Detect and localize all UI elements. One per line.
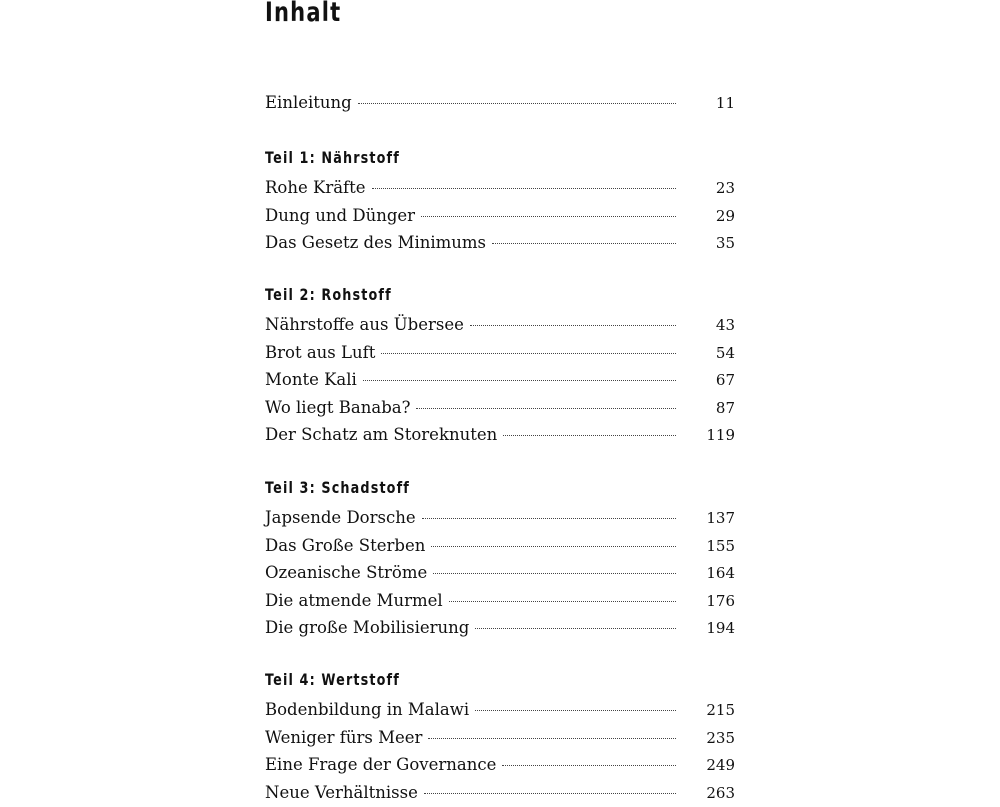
dot-leader [422, 517, 676, 519]
toc-entry-label: Dung und Dünger [265, 205, 416, 225]
dot-leader [428, 737, 676, 739]
dot-leader [421, 215, 676, 217]
toc-part-4 [265, 669, 735, 806]
page-title: Inhalt [265, 0, 342, 28]
toc-entry[interactable] [265, 339, 735, 367]
dot-leader [470, 324, 676, 326]
toc-entry[interactable] [265, 421, 735, 449]
toc-entry[interactable] [265, 89, 735, 117]
dot-leader [372, 187, 676, 189]
dot-leader [433, 572, 676, 574]
toc-entry-label: Der Schatz am Storeknuten [265, 425, 498, 445]
toc-entry[interactable] [265, 559, 735, 587]
toc-part-1 [265, 147, 735, 257]
dot-leader [475, 709, 676, 711]
toc-entry-page: 263 [706, 783, 735, 802]
dot-leader [358, 102, 676, 104]
part-heading: Teil 4: Wertstoff [265, 670, 400, 689]
toc-entry[interactable] [265, 394, 735, 422]
toc-entry[interactable] [265, 724, 735, 752]
toc-entry-page: 164 [706, 564, 735, 583]
toc-entry-label: Japsende Dorsche [265, 508, 416, 527]
toc-part-3 [265, 477, 735, 642]
toc-entry[interactable] [265, 174, 735, 202]
toc-entry[interactable] [265, 366, 735, 394]
toc-entry[interactable] [265, 504, 735, 532]
toc-entry-label: Nährstoffe aus Übersee [265, 315, 464, 334]
toc-entry[interactable] [265, 532, 735, 560]
toc-entry-page: 11 [715, 94, 735, 112]
toc-entry-page: 119 [706, 426, 735, 445]
toc-entry-label: Neue Verhältnisse [265, 782, 418, 802]
toc-entry[interactable] [265, 696, 735, 724]
toc-entry-page: 43 [715, 316, 735, 334]
toc-entry-label: Bodenbildung in Malawi [265, 700, 470, 719]
toc-entry-page: 176 [706, 591, 735, 610]
dot-leader [424, 792, 676, 794]
toc-entry-page: 249 [706, 756, 735, 775]
toc-entry-label: Brot aus Luft [265, 342, 376, 362]
dot-leader [449, 600, 676, 602]
dot-leader [492, 242, 676, 244]
part-heading: Teil 3: Schadstoff [265, 478, 410, 497]
toc-entry-page: 215 [706, 701, 735, 719]
toc-entry-page: 67 [715, 371, 735, 390]
dot-leader [503, 434, 676, 436]
toc-entry-label: Ozeanische Ströme [265, 563, 428, 583]
toc-entry-page: 35 [715, 234, 735, 253]
toc-entry[interactable] [265, 751, 735, 779]
toc-entry[interactable] [265, 587, 735, 615]
toc-entry-label: Das Gesetz des Minimums [265, 233, 487, 253]
dot-leader [381, 352, 676, 354]
toc-entry[interactable] [265, 229, 735, 257]
dot-leader [431, 545, 676, 547]
toc-entry-page: 155 [706, 536, 735, 555]
toc-entry-page: 29 [715, 206, 735, 225]
part-heading: Teil 2: Rohstoff [265, 285, 392, 304]
toc-entry-label: Eine Frage der Governance [265, 755, 497, 775]
toc-intro-entry [265, 89, 735, 117]
toc-entry-label: Wo liegt Banaba? [265, 397, 411, 417]
toc-entry-page: 235 [706, 728, 735, 747]
toc-entry-page: 137 [706, 509, 735, 527]
toc-entry[interactable] [265, 311, 735, 339]
dot-leader [363, 379, 676, 381]
toc-entry[interactable] [265, 202, 735, 230]
dot-leader [416, 407, 676, 409]
toc-entry-page: 23 [715, 179, 735, 197]
toc-entry-label: Die atmende Murmel [265, 590, 443, 610]
part-heading: Teil 1: Nährstoff [265, 148, 400, 167]
toc-entry[interactable] [265, 614, 735, 642]
toc-entry-page: 194 [706, 619, 735, 638]
toc-entry-page: 87 [715, 398, 735, 417]
dot-leader [475, 627, 676, 629]
dot-leader [502, 764, 676, 766]
toc-entry-page: 54 [715, 343, 735, 362]
toc-entry-label: Das Große Sterben [265, 535, 426, 555]
toc-entry[interactable] [265, 779, 735, 807]
toc-part-2 [265, 284, 735, 449]
toc-entry-label: Die große Mobilisierung [265, 618, 470, 638]
toc-entry-label: Monte Kali [265, 370, 357, 390]
toc-entry-label: Weniger fürs Meer [265, 727, 423, 747]
toc-entry-label: Rohe Kräfte [265, 178, 366, 197]
toc-entry-label: Einleitung [265, 93, 352, 112]
